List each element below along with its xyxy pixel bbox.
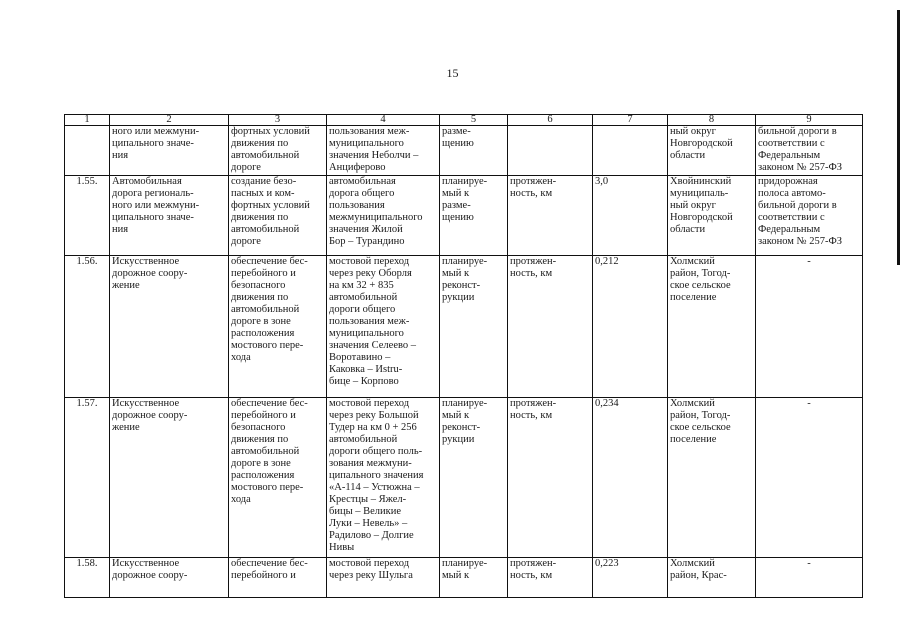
location-line: Воротавино –: [329, 352, 391, 363]
location-line: через реку Шульга: [329, 570, 413, 581]
value-cell: 0,212: [593, 256, 668, 398]
column-number-7: 7: [593, 115, 668, 126]
location-cell: [327, 398, 440, 558]
district-cell: [668, 558, 756, 598]
purpose-line: дороге: [231, 236, 261, 247]
district-line: Холмский: [670, 398, 715, 409]
district-cell: [668, 176, 756, 256]
location-line: автомобильной: [329, 292, 398, 303]
name-cell: [110, 256, 229, 398]
value-cell: 3,0: [593, 176, 668, 256]
status-line: мый к: [442, 268, 470, 279]
zone-line: соответствии с: [758, 212, 825, 223]
purpose-line: расположения: [231, 470, 295, 481]
purpose-line: движения по: [231, 434, 289, 445]
table-row: [65, 176, 863, 256]
zone-line: Федеральным: [758, 150, 821, 161]
purpose-cell: [229, 126, 327, 176]
value-cell: 0,223: [593, 558, 668, 598]
location-line: муниципального: [329, 138, 404, 149]
name-cell: [110, 176, 229, 256]
location-line: бице – Корпово: [329, 376, 399, 387]
status-line: разме-: [442, 126, 471, 137]
name-line: жение: [112, 280, 140, 291]
district-line: области: [670, 224, 706, 235]
purpose-line: автомобильной: [231, 304, 300, 315]
table-row: [65, 558, 863, 598]
status-line: реконст-: [442, 280, 481, 291]
status-cell: [440, 558, 508, 598]
district-line: ный округ: [670, 126, 716, 137]
purpose-line: дороге в зоне: [231, 458, 291, 469]
name-line: ципального значе-: [112, 212, 194, 223]
zone-cell: [756, 126, 863, 176]
name-line: Автомобильная: [112, 176, 182, 187]
purpose-line: пасных и ком-: [231, 188, 295, 199]
district-line: муниципаль-: [670, 188, 729, 199]
purpose-line: движения по: [231, 138, 289, 149]
status-line: щению: [442, 212, 474, 223]
district-cell: [668, 398, 756, 558]
district-line: ный округ: [670, 200, 716, 211]
purpose-line: фортных условий: [231, 200, 310, 211]
location-cell: [327, 558, 440, 598]
district-cell: [668, 256, 756, 398]
column-number-8: 8: [668, 115, 756, 126]
location-line: мостовой переход: [329, 398, 410, 409]
name-line: Искусственное: [112, 558, 180, 569]
location-line: автомобильная: [329, 176, 396, 187]
location-cell: [327, 176, 440, 256]
purpose-cell: [229, 176, 327, 256]
location-line: пользования: [329, 200, 385, 211]
zone-line: бильной дороги в: [758, 126, 837, 137]
district-line: район, Тогод-: [670, 268, 731, 279]
value-cell: [593, 126, 668, 176]
param-line: ность, км: [510, 410, 553, 421]
location-line: муниципального: [329, 328, 404, 339]
purpose-line: создание безо-: [231, 176, 297, 187]
num-cell: [65, 126, 110, 176]
location-line: дорога общего: [329, 188, 395, 199]
purpose-line: обеспечение бес-: [231, 398, 308, 409]
location-line: межмуниципального: [329, 212, 423, 223]
status-line: рукции: [442, 292, 475, 303]
district-line: Холмский: [670, 256, 715, 267]
zone-cell: [756, 176, 863, 256]
purpose-line: мостового пере-: [231, 340, 304, 351]
num-cell: 1.57.: [65, 398, 110, 558]
table-row: [65, 398, 863, 558]
location-line: автомобильной: [329, 434, 398, 445]
name-line: ния: [112, 150, 129, 161]
location-line: Анциферово: [329, 162, 386, 173]
column-number-1: 1: [65, 115, 110, 126]
purpose-line: перебойного и: [231, 268, 296, 279]
status-cell: [440, 256, 508, 398]
location-line: значения Неболчи –: [329, 150, 419, 161]
column-number-2: 2: [110, 115, 229, 126]
purpose-line: хода: [231, 352, 251, 363]
purpose-line: автомобильной: [231, 446, 300, 457]
status-line: планируе-: [442, 398, 488, 409]
location-line: Крестцы – Яжел-: [329, 494, 407, 505]
column-number-6: 6: [508, 115, 593, 126]
location-line: Тудер на км 0 + 256: [329, 422, 417, 433]
parameter-cell: [508, 126, 593, 176]
purpose-line: обеспечение бес-: [231, 558, 308, 569]
purpose-line: хода: [231, 494, 251, 505]
scan-edge-rule: [897, 10, 900, 265]
table-row: [65, 256, 863, 398]
column-number-4: 4: [327, 115, 440, 126]
district-line: Холмский: [670, 558, 715, 569]
value-cell: 0,234: [593, 398, 668, 558]
purpose-line: расположения: [231, 328, 295, 339]
zone-line: законом № 257-ФЗ: [758, 236, 843, 247]
district-line: Хвойнинский: [670, 176, 732, 187]
name-cell: [110, 126, 229, 176]
param-line: ность, км: [510, 570, 553, 581]
name-line: Искусственное: [112, 398, 180, 409]
status-line: разме-: [442, 200, 471, 211]
column-number-3: 3: [229, 115, 327, 126]
zone-line: -: [807, 398, 811, 409]
district-line: Новгородской: [670, 212, 733, 223]
zone-line: полоса автомо-: [758, 188, 826, 199]
location-line: пользования меж-: [329, 316, 410, 327]
purpose-line: перебойного и: [231, 570, 296, 581]
parameter-cell: [508, 256, 593, 398]
district-line: район, Крас-: [670, 570, 727, 581]
purpose-line: движения по: [231, 292, 289, 303]
location-line: через реку Оборля: [329, 268, 412, 279]
purpose-line: фортных условий: [231, 126, 310, 137]
name-line: жение: [112, 422, 140, 433]
district-line: Новгородской: [670, 138, 733, 149]
status-line: рукции: [442, 434, 475, 445]
column-number-row: [65, 115, 863, 126]
parameter-cell: [508, 558, 593, 598]
zone-cell: [756, 256, 863, 398]
page-number: 15: [446, 66, 459, 80]
purpose-line: обеспечение бес-: [231, 256, 308, 267]
purpose-line: безопасного: [231, 280, 286, 291]
param-line: протяжен-: [510, 558, 557, 569]
location-line: ципального значения: [329, 470, 424, 481]
zone-line: придорожная: [758, 176, 818, 187]
name-line: дорожное соору-: [112, 268, 188, 279]
name-line: ного или межмуни-: [112, 126, 200, 137]
location-line: на км 32 + 835: [329, 280, 394, 291]
purpose-line: автомобильной: [231, 150, 300, 161]
zone-line: -: [807, 558, 811, 569]
location-line: мостовой переход: [329, 558, 410, 569]
location-line: Луки – Невель» –: [329, 518, 408, 529]
location-line: Бор – Турандино: [329, 236, 405, 247]
name-line: ния: [112, 224, 129, 235]
name-line: ного или межмуни-: [112, 200, 200, 211]
name-line: Искусственное: [112, 256, 180, 267]
location-line: зования межмуни-: [329, 458, 412, 469]
name-line: ципального значе-: [112, 138, 194, 149]
name-line: дорожное соору-: [112, 570, 188, 581]
purpose-cell: [229, 398, 327, 558]
purpose-line: автомобильной: [231, 224, 300, 235]
column-number-9: 9: [756, 115, 863, 126]
zone-line: -: [807, 256, 811, 267]
location-line: пользования меж-: [329, 126, 410, 137]
district-line: поселение: [670, 434, 717, 445]
parameter-cell: [508, 176, 593, 256]
location-line: Каковка – Иstru-: [329, 364, 403, 375]
zone-line: соответствии с: [758, 138, 825, 149]
purpose-line: перебойного и: [231, 410, 296, 421]
status-cell: [440, 176, 508, 256]
purpose-line: дороге в зоне: [231, 316, 291, 327]
district-line: ское сельское: [670, 280, 731, 291]
purpose-line: мостового пере-: [231, 482, 304, 493]
district-line: район, Тогод-: [670, 410, 731, 421]
status-line: планируе-: [442, 256, 488, 267]
param-line: протяжен-: [510, 176, 557, 187]
purpose-line: безопасного: [231, 422, 286, 433]
param-line: протяжен-: [510, 398, 557, 409]
location-line: значения Жилой: [329, 224, 403, 235]
purpose-cell: [229, 256, 327, 398]
column-number-5: 5: [440, 115, 508, 126]
status-line: планируе-: [442, 176, 488, 187]
param-line: ность, км: [510, 188, 553, 199]
name-cell: [110, 558, 229, 598]
objects-table: [64, 114, 863, 598]
zone-line: Федеральным: [758, 224, 821, 235]
status-cell: [440, 126, 508, 176]
district-line: области: [670, 150, 706, 161]
location-line: дороги общего поль-: [329, 446, 423, 457]
status-line: мый к: [442, 410, 470, 421]
location-line: бицы – Великие: [329, 506, 402, 517]
purpose-line: дороге: [231, 162, 261, 173]
status-line: планируе-: [442, 558, 488, 569]
num-cell: 1.58.: [65, 558, 110, 598]
district-line: поселение: [670, 292, 717, 303]
status-cell: [440, 398, 508, 558]
district-cell: [668, 126, 756, 176]
param-line: протяжен-: [510, 256, 557, 267]
district-line: ское сельское: [670, 422, 731, 433]
table-row: [65, 126, 863, 176]
name-line: дорога региональ-: [112, 188, 194, 199]
location-line: дороги общего: [329, 304, 396, 315]
zone-cell: [756, 398, 863, 558]
num-cell: 1.56.: [65, 256, 110, 398]
location-line: Радилово – Долгие: [329, 530, 414, 541]
location-cell: [327, 126, 440, 176]
zone-cell: [756, 558, 863, 598]
parameter-cell: [508, 398, 593, 558]
location-line: через реку Большой: [329, 410, 419, 421]
location-line: Нивы: [329, 542, 355, 553]
purpose-line: движения по: [231, 212, 289, 223]
name-line: дорожное соору-: [112, 410, 188, 421]
status-line: щению: [442, 138, 474, 149]
status-line: мый к: [442, 570, 470, 581]
location-line: значения Селеево –: [329, 340, 417, 351]
status-line: мый к: [442, 188, 470, 199]
zone-line: бильной дороги в: [758, 200, 837, 211]
param-line: ность, км: [510, 268, 553, 279]
name-cell: [110, 398, 229, 558]
location-line: «А-114 – Устюжна –: [329, 482, 420, 493]
location-cell: [327, 256, 440, 398]
zone-line: законом № 257-ФЗ: [758, 162, 843, 173]
status-line: реконст-: [442, 422, 481, 433]
location-line: мостовой переход: [329, 256, 410, 267]
num-cell: 1.55.: [65, 176, 110, 256]
purpose-cell: [229, 558, 327, 598]
